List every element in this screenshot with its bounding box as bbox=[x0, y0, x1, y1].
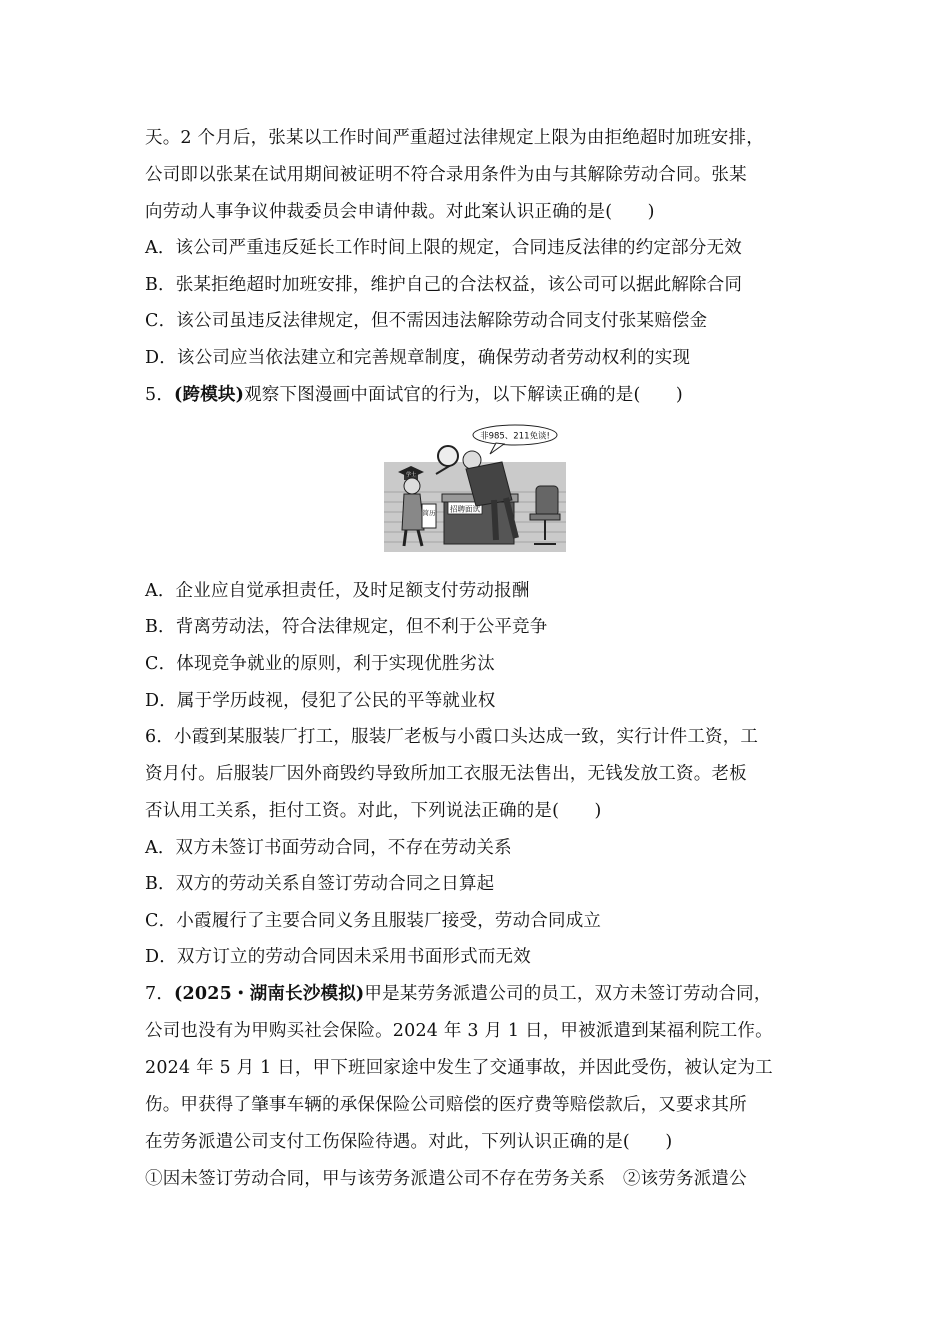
q7-number: 7． bbox=[145, 984, 175, 1004]
q5-tag: (跨模块) bbox=[174, 385, 245, 405]
q4-stem-line-2: 公司即以张某在试用期间被证明不符合录用条件为由与其解除劳动合同。张某 bbox=[145, 165, 747, 185]
q5-stem-text: 观察下图漫画中面试官的行为，以下解读正确的是( ) bbox=[244, 385, 683, 405]
q7-stem-line-5: 在劳务派遣公司支付工伤保险待遇。对此，下列认识正确的是( ) bbox=[145, 1132, 673, 1152]
interview-cartoon bbox=[384, 422, 566, 552]
q5-number: 5． bbox=[145, 385, 175, 405]
q7-stem-line-4: 伤。甲获得了肇事车辆的承保保险公司赔偿的医疗费等赔偿款后，又要求其所 bbox=[145, 1095, 747, 1115]
q6-stem-line-2: 资月付。后服装厂因外商毁约导致所加工衣服无法售出，无钱发放工资。老板 bbox=[145, 764, 747, 784]
resume-label: 简历 bbox=[422, 509, 436, 517]
q5-option-c: C．体现竞争就业的原则，利于实现优胜劣汰 bbox=[145, 654, 495, 674]
q5-option-a: A．企业应自觉承担责任，及时足额支付劳动报酬 bbox=[145, 581, 530, 601]
q7-stem-first: 甲是某劳务派遣公司的员工，双方未签订劳动合同， bbox=[364, 984, 772, 1004]
speech-bubble-text: 非985、211免谈! bbox=[480, 431, 550, 442]
q4-option-d: D．该公司应当依法建立和完善规章制度，确保劳动者劳动权利的实现 bbox=[145, 348, 691, 368]
q7-items: ①因未签订劳动合同，甲与该劳务派遣公司不存在劳务关系 ②该劳务派遣公 bbox=[145, 1169, 747, 1189]
q4-option-a: A．该公司严重违反延长工作时间上限的规定，合同违反法律的约定部分无效 bbox=[145, 238, 742, 258]
q6-stem-line-1: 6．小霞到某服装厂打工，服装厂老板与小霞口头达成一致，实行计件工资，工 bbox=[145, 727, 759, 747]
q7-source: (2025・湖南长沙模拟) bbox=[174, 984, 365, 1004]
q4-option-b: B．张某拒绝超时加班安排，维护自己的合法权益，该公司可以据此解除合同 bbox=[145, 275, 743, 295]
mortarboard-label: 学士 bbox=[405, 472, 417, 478]
q6-option-d: D．双方订立的劳动合同因未采用书面形式而无效 bbox=[145, 947, 531, 967]
q6-option-c: C．小霞履行了主要合同义务且服装厂接受，劳动合同成立 bbox=[145, 911, 602, 931]
q7-stem-line-3: 2024 年 5 月 1 日，甲下班回家途中发生了交通事故，并因此受伤，被认定为工 bbox=[145, 1058, 773, 1078]
q7-stem-line-2: 公司也没有为甲购买社会保险。2024 年 3 月 1 日，甲被派遣到某福利院工作。 bbox=[145, 1021, 773, 1041]
q5-option-b: B．背离劳动法，符合法律规定，但不利于公平竞争 bbox=[145, 617, 548, 637]
q5-option-d: D．属于学历歧视，侵犯了公民的平等就业权 bbox=[145, 691, 496, 711]
q6-option-b: B．双方的劳动关系自签订劳动合同之日算起 bbox=[145, 874, 495, 894]
q4-stem-line-3: 向劳动人事争议仲裁委员会申请仲裁。对此案认识正确的是( ) bbox=[145, 202, 655, 222]
q4-option-c: C．该公司虽违反法律规定，但不需因违法解除劳动合同支付张某赔偿金 bbox=[145, 311, 708, 331]
q6-stem-line-3: 否认用工关系，拒付工资。对此，下列说法正确的是( ) bbox=[145, 801, 602, 821]
q5-stem bbox=[145, 383, 825, 407]
q7-stem-line-1 bbox=[145, 982, 825, 1006]
q6-option-a: A．双方未签订书面劳动合同，不存在劳动关系 bbox=[145, 838, 512, 858]
q4-stem-line-1: 天。2 个月后，张某以工作时间严重超过法律规定上限为由拒绝超时加班安排， bbox=[145, 128, 764, 148]
desk-sign-text: 招聘面试 bbox=[450, 504, 480, 514]
